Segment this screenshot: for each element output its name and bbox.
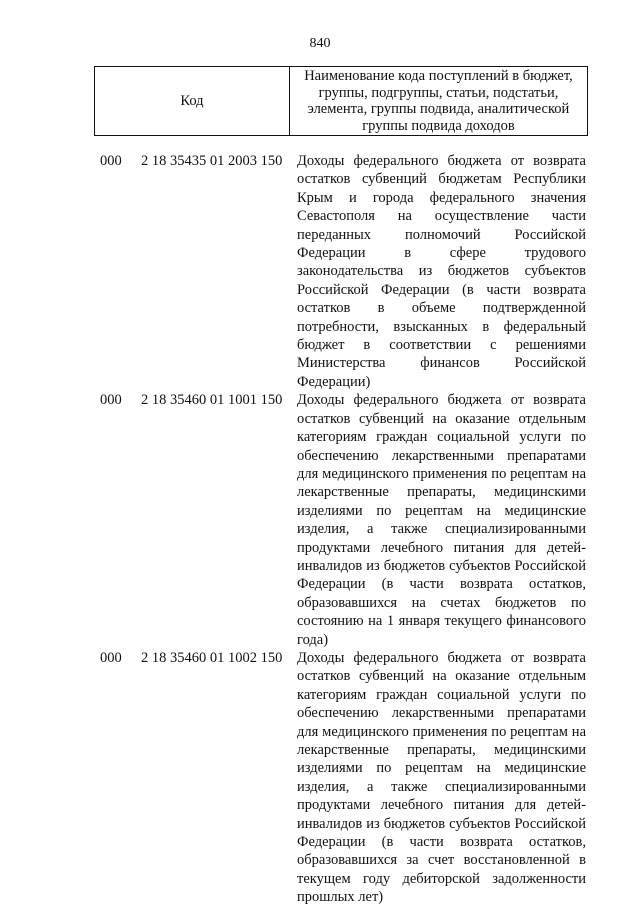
description-line: изделиями по рецептам на медицинские (297, 760, 586, 777)
name-column-header (289, 67, 587, 136)
entry-admin-code: 000 (100, 153, 122, 169)
description-line: категориям граждан социальной услуги по (297, 429, 586, 446)
description-line: остатков субвенций на оказание отдельным (297, 668, 586, 685)
description-line: Федерации (в части возврата остатков, (297, 834, 586, 851)
entry-description (297, 152, 586, 391)
description-line: продуктами лечебного питания для детей- (297, 539, 586, 556)
description-line: инвалидов из бюджетов субъектов Российской (297, 815, 586, 832)
description-line: законодательства из бюджетов субъектов (297, 263, 586, 280)
column-header-table (94, 66, 588, 136)
description-line: лекарственные препараты, медицинскими (297, 484, 586, 501)
description-line: продуктами лечебного питания для детей- (297, 797, 586, 814)
description-line: состоянию на 1 января текущего финансового (297, 613, 586, 630)
description-line: текущем году дебиторской задолженности (297, 870, 586, 887)
entry-admin-code: 000 (100, 392, 122, 409)
name-header-line: группы подвида доходов (362, 117, 515, 134)
description-line: образовавшихся за счет восстановленной в (297, 852, 586, 869)
description-line: переданных полномочий Российской (297, 226, 586, 243)
name-header-line: элемента, группы подвида, аналитической (307, 101, 570, 117)
description-line: остатков в объеме подтвержденной (297, 300, 586, 317)
description-line: остатков субвенций бюджетам Республики (297, 171, 586, 188)
description-line: для медицинского применения по рецептам на (297, 723, 586, 740)
name-header-line: Наименование кода поступлений в бюджет, (304, 68, 573, 84)
description-line: изделиями по рецептам на медицинские (297, 502, 586, 519)
entry-revenue-code: 2 18 35435 01 2003 150 (141, 153, 283, 169)
entry-description (297, 649, 586, 907)
description-line: Доходы федерального бюджета от возврата (297, 392, 586, 409)
description-line: Доходы федерального бюджета от возврата (297, 649, 586, 666)
code-column-header: Код (95, 67, 290, 136)
name-header-line: группы, подгруппы, статьи, подстатьи, (318, 84, 559, 101)
description-line: Российской Федерации (в части возврата (297, 281, 586, 298)
entry-row (0, 649, 640, 907)
description-line: лекарственные препараты, медицинскими (297, 742, 586, 758)
entry-admin-code: 000 (100, 649, 122, 666)
description-line: прошлых лет) (297, 889, 384, 906)
page-number: 840 (309, 36, 331, 51)
description-line: образовавшихся на счетах бюджетов по (297, 594, 586, 611)
description-line: потребности, взысканных в федеральный (297, 318, 586, 335)
description-line: инвалидов из бюджетов субъектов Российской (297, 557, 586, 574)
description-line: Министерства финансов Российской (297, 355, 586, 372)
description-line: Федерации) (297, 373, 371, 390)
description-line: изделия, а также специализированными (297, 521, 586, 538)
description-line: для медицинского применения по рецептам на (297, 465, 586, 482)
description-line: остатков субвенций на оказание отдельным (297, 410, 586, 427)
entry-row (0, 152, 640, 391)
description-line: бюджет в соответствии с решениями (297, 337, 586, 354)
description-line: Федерации (в части возврата остатков, (297, 576, 586, 593)
description-line: Федерации в сфере трудового (297, 245, 586, 262)
description-line: категориям граждан социальной услуги по (297, 686, 586, 703)
description-line: Крым и города федерального значения (297, 189, 586, 206)
entries-list (0, 152, 640, 907)
description-line: года) (297, 631, 329, 648)
entry-row (0, 391, 640, 649)
description-line: Севастополя на осуществление части (297, 208, 586, 225)
description-line: Доходы федерального бюджета от возврата (297, 153, 586, 169)
description-line: обеспечению лекарственными препаратами (297, 447, 586, 464)
entry-description (297, 391, 586, 649)
entry-revenue-code: 2 18 35460 01 1001 150 (141, 392, 283, 409)
description-line: изделия, а также специализированными (297, 778, 586, 795)
description-line: обеспечению лекарственными препаратами (297, 705, 586, 722)
entry-revenue-code: 2 18 35460 01 1002 150 (141, 649, 283, 666)
